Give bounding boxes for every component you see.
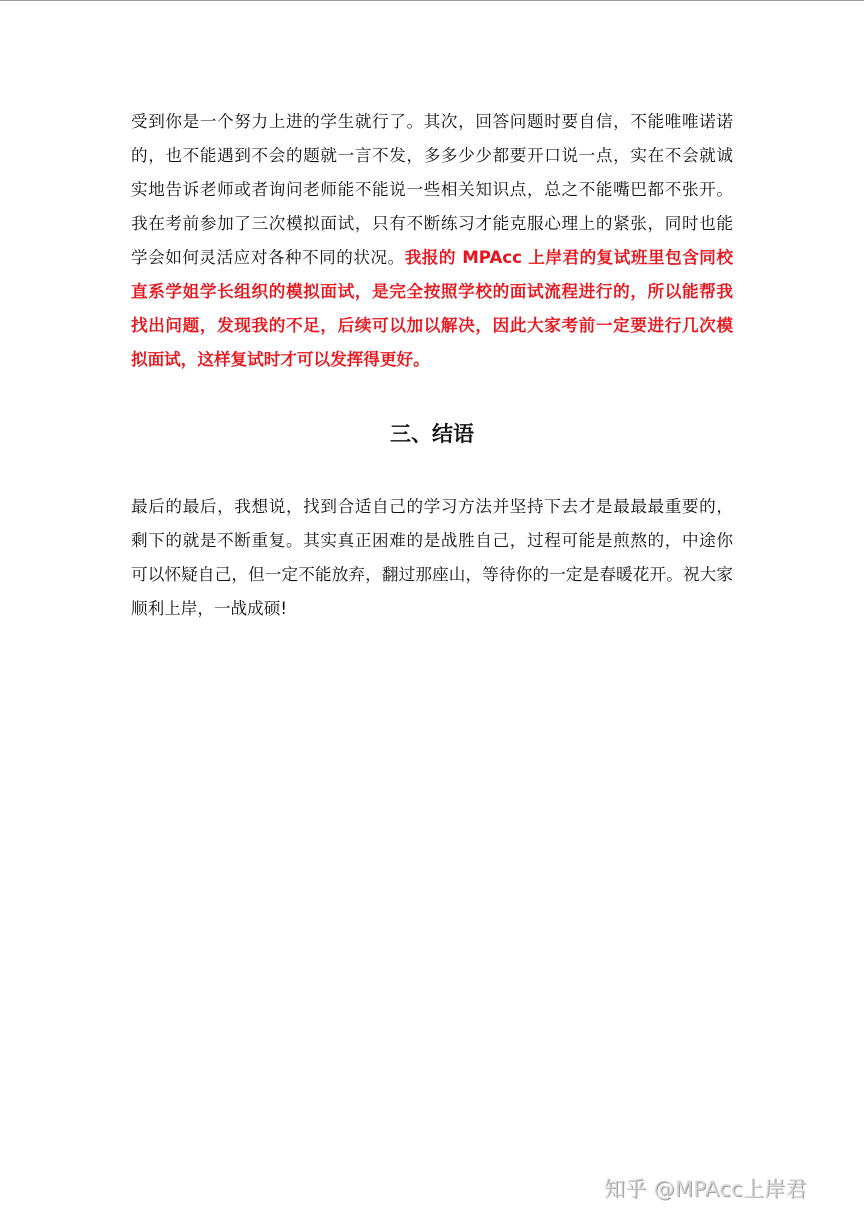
text-line [131, 241, 733, 275]
zhihu-watermark: 知乎 @MPAcc上岸君 [604, 1177, 807, 1201]
text-segment: 学会如何灵活应对各种不同的状况。 [131, 248, 405, 267]
text-line [131, 105, 733, 139]
highlighted-line [131, 309, 733, 343]
highlighted-text: 找出问题，发现我的不足，后续可以加以解决，因此大家考前一定要进行几次模 [131, 316, 733, 335]
text-segment: 我在考前参加了三次模拟面试，只有不断练习才能克服心理上的紧张，同时也能 [131, 214, 733, 233]
top-border [0, 0, 864, 1]
text-segment: 受到你是一个努力上进的学生就行了。其次，回答问题时要自信，不能唯唯诺诺 [131, 112, 733, 131]
text-line [131, 139, 733, 173]
text-line [131, 173, 733, 207]
highlighted-text: 我报的 MPAcc 上岸君的复试班里包含同校 [404, 248, 733, 267]
text-line [131, 207, 733, 241]
highlighted-line [131, 275, 733, 309]
paragraph-interview-advice [131, 105, 733, 377]
text-segment: 实地告诉老师或者询问老师能不能说一些相关知识点，总之不能嘴巴都不张开。 [131, 180, 733, 199]
highlighted-line [131, 343, 733, 377]
text-segment: 的，也不能遇到不会的题就一言不发，多多少少都要开口说一点，实在不会就诚 [131, 146, 733, 165]
text-line: 最后的最后，我想说，找到合适自己的学习方法并坚持下去才是最最最重要的， [131, 497, 733, 516]
section-heading: 三、结语 [390, 422, 474, 446]
highlighted-text: 拟面试，这样复试时才可以发挥得更好。 [131, 350, 430, 369]
paragraph-conclusion [131, 490, 733, 626]
highlighted-text: 直系学姐学长组织的模拟面试，是完全按照学校的面试流程进行的，所以能帮我 [131, 282, 733, 301]
text-line: 剩下的就是不断重复。其实真正困难的是战胜自己，过程可能是煎熬的，中途你 [131, 531, 733, 550]
text-line: 可以怀疑自己，但一定不能放弃，翻过那座山，等待你的一定是春暖花开。祝大家 [131, 565, 733, 584]
text-line: 顺利上岸，一战成硕! [131, 599, 287, 618]
